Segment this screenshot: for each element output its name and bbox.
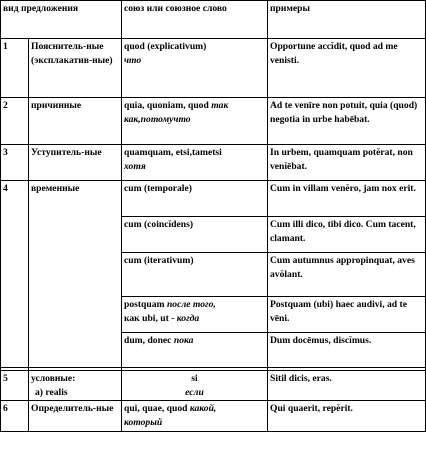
clause-type: Пояснитель-ные (эксплакатив-ные) [29,39,122,98]
conjunction-translation-2: когда [176,312,200,324]
clause-type-label: условные: [31,373,76,384]
conjunction-translation: что [124,54,142,66]
clause-type: временные [29,181,122,368]
header-examples: примеры [268,1,426,39]
example-cell: Postquam (ubi) haec audivi, ad te vēni. [268,297,426,333]
conjunction-translation-mid: какой, [189,403,217,414]
conjunction-latin: si [191,373,198,384]
conjunction-latin: quia, quoniam, quod [124,100,209,111]
header-type: вид предложения [1,1,122,39]
header-conjunction: союз или союзное слово [122,1,268,39]
clause-type: Уступитель-ные [29,145,122,181]
table-row [1,39,426,98]
row-number: 1 [1,39,29,98]
conjunction-latin: qui, quae, quod [124,403,188,414]
conjunction-translation: после того, [166,299,216,310]
example-cell: Sitil dicis, eras. [268,371,426,401]
table-row [1,401,426,432]
table-row [1,371,426,401]
row-number: 2 [1,98,29,145]
clause-type: причинные [29,98,122,145]
conjunction-cell: cum (coincĭdens) [122,217,268,253]
example-cell: Dum docēmus, discĭmus. [268,333,426,368]
conjunction-cell [122,401,268,432]
example-cell: Opportune accĭdit, quod ad me venisti. [268,39,426,98]
table-row [1,145,426,181]
example-cell: Cum in villam venĕro, jam nox erit. [268,181,426,217]
conjunction-latin: dum, donec [124,335,172,346]
conjunction-latin: quod (explicativum) [124,41,207,52]
row-number: 3 [1,145,29,181]
example-cell: Ad te venīre non potuit, quia (quod) negotia in urbe habēbat. [268,98,426,145]
conjunction-cell [122,297,268,333]
conjunction-cell [122,39,268,98]
conjunction-cell [122,371,268,401]
conjunction-translation: пока [173,335,194,346]
example-cell: In urbem, quamquam potĕrat, non venĭēbat. [268,145,426,181]
row-number: 4 [1,181,29,368]
conjunction-cell: cum (iterativum) [122,253,268,297]
table-row [1,98,426,145]
conjunction-latin-2: как ubi, ut - когда [124,312,200,324]
conjunction-cell [122,98,268,145]
conjunction-cell: cum (temporale) [122,181,268,217]
clause-type: Определитель-ные [29,401,122,432]
table-header-row [1,1,426,39]
conjunction-translation: если [185,386,204,398]
clause-type [29,371,122,401]
conjunction-cell [122,145,268,181]
conjunction-latin: postquam [124,299,165,310]
table-row [1,181,426,217]
conjunction-translation: так как,потомучто [124,100,229,125]
row-number: 5 [1,371,29,401]
row-number: 6 [1,401,29,432]
conjunction-translation: хотя [124,160,146,172]
conjunction-latin: quamquam, etsi,tametsi [124,147,222,158]
example-cell: Cum autumnus appropinquat, aves avŏlant. [268,253,426,297]
conjunction-translation: который [124,416,163,428]
example-cell: Qui quaerit, repĕrit. [268,401,426,432]
clause-subtype-label: а) realis [35,386,68,398]
example-cell: Cum illi dico, tibi dico. Cum tacent, clamant. [268,217,426,253]
conjunction-cell [122,333,268,368]
